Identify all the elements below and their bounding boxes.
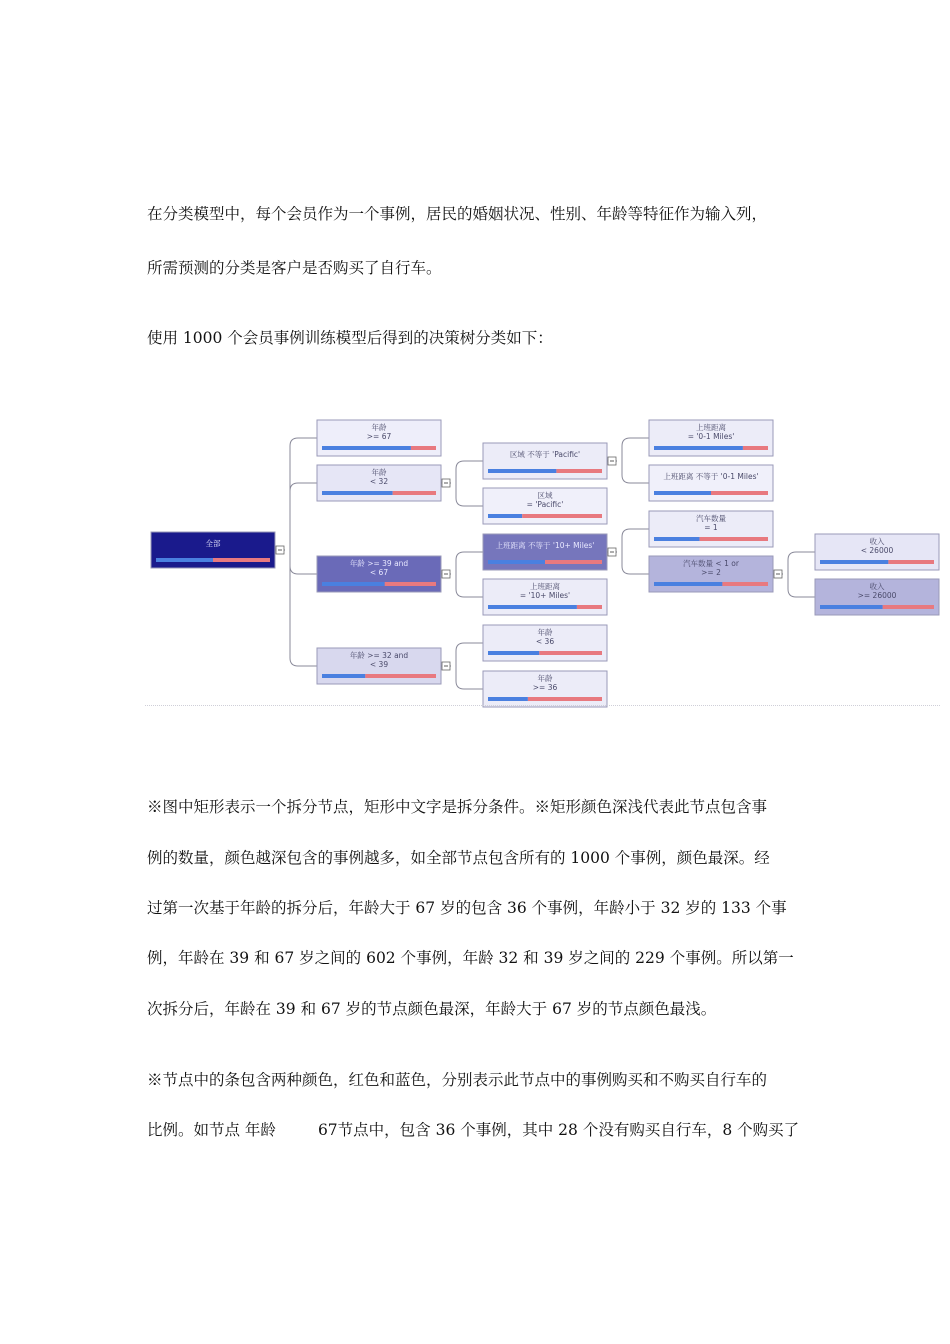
tree-node-age-ge36[interactable] — [483, 671, 607, 707]
tree-node-cars-lt1-ge2[interactable] — [649, 556, 773, 592]
tree-node-age-39-67[interactable] — [317, 556, 441, 592]
node-label-line-1: 年龄 — [371, 423, 387, 432]
decision-tree-figure — [145, 410, 945, 710]
tree-node-age-32-39[interactable] — [317, 648, 441, 684]
purchase-bar — [393, 491, 436, 495]
purchase-bar — [711, 491, 768, 495]
tree-node-income-lt26000[interactable] — [815, 534, 939, 570]
node-box — [151, 532, 275, 568]
connector — [456, 643, 483, 666]
tree-node-age-lt36[interactable] — [483, 625, 607, 661]
node-label-line-1: 年龄 — [371, 468, 387, 477]
node-label-line-1: 全部 — [205, 539, 221, 548]
node-box — [649, 465, 773, 501]
node-box — [483, 443, 607, 479]
node-label-line-2: = 1 — [704, 523, 718, 532]
tree-node-commute-eq-10[interactable] — [483, 579, 607, 615]
tree-node-income-ge26000[interactable] — [815, 579, 939, 615]
no-purchase-bar — [488, 605, 577, 609]
paragraph-explain-line-4: 例，年龄在 39 和 67 岁之间的 602 个事例，年龄 32 和 39 岁之间的 229 个事例。所以第一 — [147, 949, 794, 967]
paragraph-explain-line-1: ※图中矩形表示一个拆分节点，矩形中文字是拆分条件。※矩形颜色深浅代表此节点包含事 — [147, 798, 768, 816]
tree-node-commute-01[interactable] — [649, 420, 773, 456]
no-purchase-bar — [488, 560, 545, 564]
connector — [290, 550, 317, 574]
paragraph-bar-line-2-start: 比例。如节点 年龄 — [147, 1121, 276, 1139]
node-label-line-1: 收入 — [869, 537, 885, 546]
paragraph-explain-line-3: 过第一次基于年龄的拆分后，年龄大于 67 岁的包含 36 个事例，年龄小于 32 岁的 133 个事 — [147, 899, 787, 917]
tree-node-commute-ne-01[interactable] — [649, 465, 773, 501]
node-label-line-1: 汽车数量 < 1 or — [683, 559, 739, 568]
purchase-bar — [528, 697, 602, 701]
purchase-bar — [411, 446, 436, 450]
purchase-bar — [385, 582, 436, 586]
paragraph-explain-line-5: 次拆分后，年龄在 39 和 67 岁的节点颜色最深，年龄大于 67 岁的节点颜色最浅。 — [147, 1000, 717, 1018]
node-label-line-2: < 36 — [535, 637, 555, 646]
no-purchase-bar — [654, 582, 722, 586]
no-purchase-bar — [322, 446, 411, 450]
purchase-bar — [883, 605, 934, 609]
node-label-line-2: < 67 — [369, 568, 389, 577]
purchase-bar — [700, 537, 768, 541]
connector — [456, 552, 483, 574]
connector — [456, 666, 483, 689]
tree-node-commute-ne-10[interactable] — [483, 534, 607, 570]
tree-node-root[interactable] — [151, 532, 275, 568]
connector — [622, 461, 649, 483]
node-label-line-1: 收入 — [869, 582, 885, 591]
node-label-line-1: 汽车数量 — [696, 514, 726, 523]
paragraph-bar-line-1: ※节点中的条包含两种颜色，红色和蓝色，分别表示此节点中的事例购买和不购买自行车的 — [147, 1071, 768, 1089]
node-label-line-2: = 'Pacific' — [526, 500, 564, 509]
purchase-bar — [556, 469, 602, 473]
no-purchase-bar — [322, 491, 393, 495]
connector — [290, 483, 317, 550]
node-label-line-2: < 39 — [369, 660, 389, 669]
purchase-bar — [722, 582, 768, 586]
no-purchase-bar — [654, 491, 711, 495]
connector — [456, 461, 483, 483]
paragraph-intro-line-2: 所需预测的分类是客户是否购买了自行车。 — [147, 259, 442, 277]
connector — [788, 574, 815, 597]
no-purchase-bar — [322, 674, 365, 678]
node-label-line-2: = '0-1 Miles' — [687, 432, 735, 441]
node-label-line-1: 年龄 >= 39 and — [349, 559, 409, 568]
tree-node-region-eq-pacific[interactable] — [483, 488, 607, 524]
purchase-bar — [888, 560, 934, 564]
connector — [456, 574, 483, 597]
node-label-line-1: 年龄 >= 32 and — [349, 651, 409, 660]
paragraph-training: 使用 1000 个会员事例训练模型后得到的决策树分类如下： — [147, 329, 553, 347]
purchase-bar — [365, 674, 436, 678]
connector — [456, 483, 483, 506]
paragraph-intro-line-1: 在分类模型中，每个会员作为一个事例，居民的婚姻状况、性别、年龄等特征作为输入列， — [147, 205, 768, 223]
connector — [290, 550, 317, 666]
node-label-line-2: >= 67 — [366, 432, 392, 441]
paragraph-bar-line-2 — [147, 1118, 812, 1140]
figure-divider — [145, 705, 940, 706]
purchase-bar — [213, 558, 270, 562]
node-label-line-2: < 32 — [369, 477, 389, 486]
node-label-line-2: >= 36 — [532, 683, 558, 692]
no-purchase-bar — [654, 446, 743, 450]
no-purchase-bar — [488, 697, 528, 701]
node-label-line-1: 区域 不等于 'Pacific' — [509, 450, 581, 459]
tree-node-region-ne-pacific[interactable] — [483, 443, 607, 479]
no-purchase-bar — [654, 537, 700, 541]
purchase-bar — [545, 560, 602, 564]
node-box — [483, 534, 607, 570]
connector — [622, 529, 649, 552]
connector — [788, 552, 815, 574]
paragraph-bar-line-2-end: 节点中，包含 36 个事例，其中 28 个没有购买自行车，8 个购买了 — [337, 1121, 800, 1139]
no-purchase-bar — [488, 651, 539, 655]
connector — [290, 438, 317, 550]
node-label-line-1: 上班距离 不等于 '0-1 Miles' — [663, 472, 759, 481]
no-purchase-bar — [820, 560, 888, 564]
connector — [622, 552, 649, 574]
no-purchase-bar — [488, 514, 522, 518]
node-label-line-1: 上班距离 — [696, 423, 726, 432]
node-label-line-2: = '10+ Miles' — [519, 591, 571, 600]
no-purchase-bar — [488, 469, 556, 473]
purchase-bar — [522, 514, 602, 518]
purchase-bar — [539, 651, 602, 655]
tree-node-age-lt32[interactable] — [317, 465, 441, 501]
paragraph-bar-line-2-number: 67 — [317, 1121, 338, 1139]
node-label-line-1: 区域 — [537, 491, 553, 500]
no-purchase-bar — [322, 582, 385, 586]
node-label-line-1: 年龄 — [537, 628, 553, 637]
connector — [622, 438, 649, 461]
paragraph-explain-line-2: 例的数量，颜色越深包含的事例越多，如全部节点包含所有的 1000 个事例，颜色最深。经 — [147, 849, 770, 867]
no-purchase-bar — [156, 558, 213, 562]
node-label-line-1: 年龄 — [537, 674, 553, 683]
node-label-line-1: 上班距离 不等于 '10+ Miles' — [495, 541, 595, 550]
no-purchase-bar — [820, 605, 883, 609]
node-label-line-2: >= 26000 — [857, 591, 897, 600]
purchase-bar — [577, 605, 602, 609]
tree-node-age-ge67[interactable] — [317, 420, 441, 456]
tree-node-cars-eq1[interactable] — [649, 511, 773, 547]
node-label-line-2: >= 2 — [701, 568, 721, 577]
purchase-bar — [743, 446, 768, 450]
node-label-line-1: 上班距离 — [530, 582, 560, 591]
node-label-line-2: < 26000 — [860, 546, 894, 555]
